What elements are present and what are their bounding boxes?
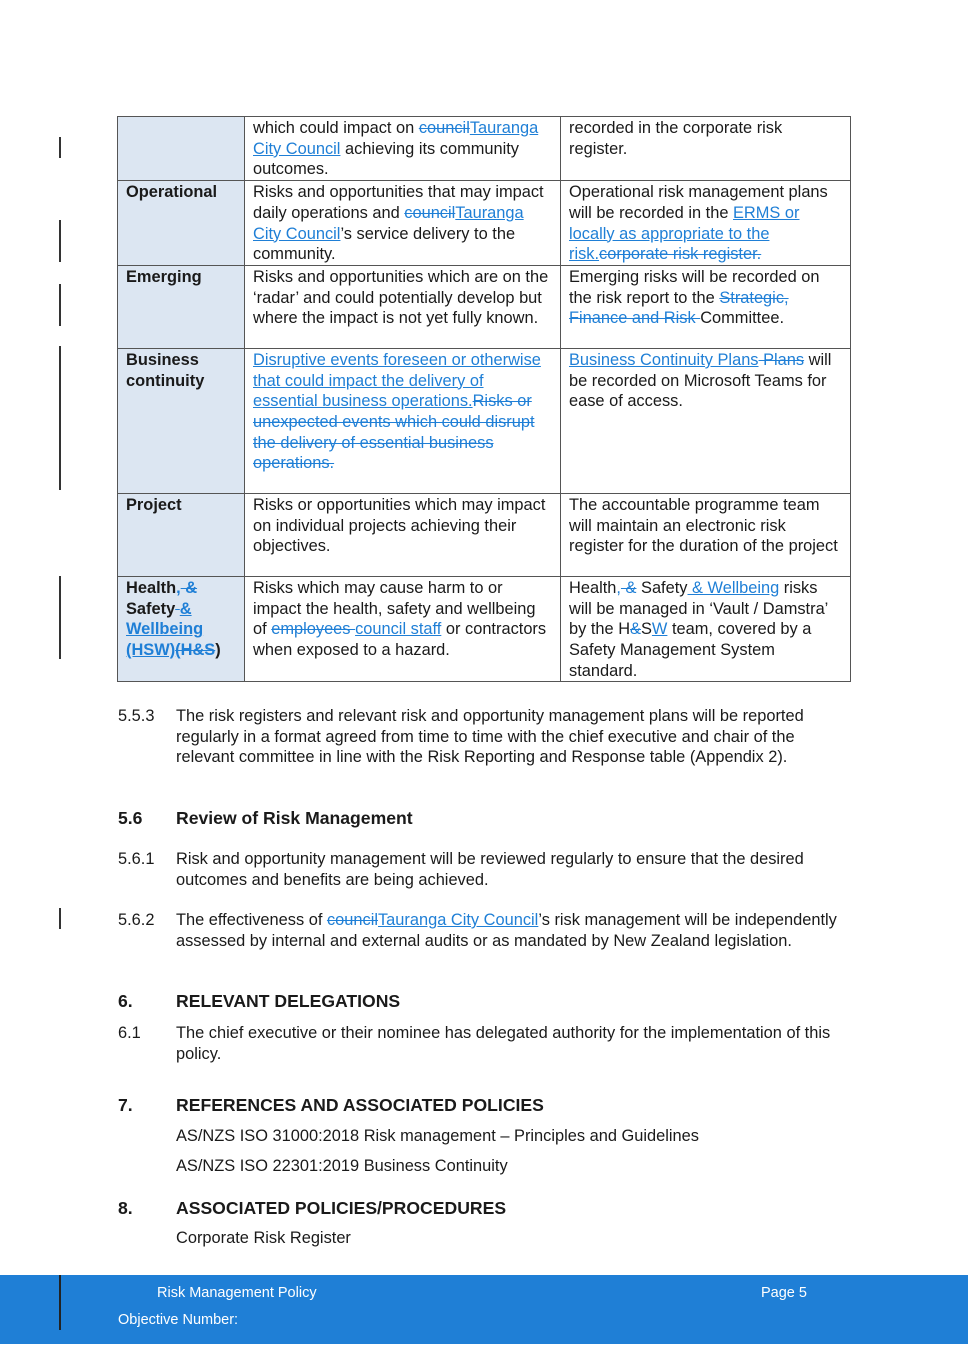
footer-objective-number: Objective Number:	[118, 1312, 239, 1328]
clause-text: The risk registers and relevant risk and opportunity management plans will be reported regularly in a format agreed from time to time with the chief executive and chair of the relevant committee in line with the Risk Reporting and Response table (Appendix 2).	[176, 707, 804, 767]
category-cell: Operational	[118, 181, 245, 266]
description-cell: Risks which may cause harm to or impact the health, safety and wellbeing of employees council staff or contractors when exposed to a hazard.	[245, 576, 561, 682]
section-heading-8	[118, 1198, 838, 1219]
clause-number: 5.6.2	[118, 911, 155, 929]
clause-5-6-1	[118, 849, 838, 890]
description-cell: Risks and opportunities that may impact daily operations and councilTauranga City Council’s service delivery to the community.	[245, 181, 561, 266]
change-bar	[59, 137, 61, 158]
description-cell: which could impact on councilTauranga City Council achieving its community outcomes.	[245, 117, 561, 181]
clause-5-6-2	[118, 910, 838, 951]
category-cell: Project	[118, 493, 245, 576]
management-cell: The accountable programme team will maintain an electronic risk register for the duration of the project	[561, 493, 851, 576]
section-heading-7	[118, 1095, 838, 1116]
table-row	[118, 576, 851, 682]
risk-category-table	[117, 116, 851, 682]
category-cell: Business continuity	[118, 348, 245, 493]
clause-number: 5.6.1	[118, 850, 155, 868]
category-cell	[118, 117, 245, 181]
heading-text: REFERENCES AND ASSOCIATED POLICIES	[176, 1095, 544, 1115]
change-bar	[59, 220, 61, 262]
heading-text: ASSOCIATED POLICIES/PROCEDURES	[176, 1198, 507, 1218]
description-cell: Disruptive events foreseen or otherwise that could impact the delivery of essential business operations.Risks or unexpected events which could disrupt the delivery of essential business operations.	[245, 348, 561, 493]
management-cell: Operational risk management plans will be recorded in the ERMS or locally as appropriate to the risk.corporate risk register.	[561, 181, 851, 266]
heading-number: 7.	[118, 1095, 133, 1115]
description-cell: Risks and opportunities which are on the ‘radar’ and could potentially develop but where the impact is not yet fully known.	[245, 265, 561, 348]
heading-text: RELEVANT DELEGATIONS	[176, 991, 401, 1011]
management-cell: Business Continuity Plans Plans will be recorded on Microsoft Teams for ease of access.	[561, 348, 851, 493]
change-bar	[59, 1275, 61, 1330]
heading-number: 5.6	[118, 808, 143, 828]
clause-text: The chief executive or their nominee has delegated authority for the implementation of this policy.	[176, 1024, 831, 1063]
section-heading-6	[118, 991, 838, 1012]
change-bar	[59, 576, 61, 659]
description-cell: Risks or opportunities which may impact on individual projects achieving their objectives.	[245, 493, 561, 576]
heading-text: Review of Risk Management	[176, 808, 413, 828]
heading-number: 8.	[118, 1198, 133, 1218]
management-cell: Emerging risks will be recorded on the risk report to the Strategic, Finance and Risk Committee.	[561, 265, 851, 348]
change-bar	[59, 284, 61, 326]
clause-number: 6.1	[118, 1024, 141, 1042]
heading-number: 6.	[118, 991, 133, 1011]
clause-text: The effectiveness of councilTauranga City Council’s risk management will be independently assessed by internal and external audits or as mandated by New Zealand legislation.	[176, 911, 837, 950]
table-row	[118, 181, 851, 266]
table-row	[118, 117, 851, 181]
associated-procedure-item: Corporate Risk Register	[176, 1229, 351, 1247]
table-row	[118, 493, 851, 576]
category-cell: Emerging	[118, 265, 245, 348]
management-cell: recorded in the corporate risk register.	[561, 117, 851, 181]
table-row	[118, 265, 851, 348]
reference-item: AS/NZS ISO 22301:2019 Business Continuity	[176, 1157, 508, 1175]
reference-item: AS/NZS ISO 31000:2018 Risk management – Principles and Guidelines	[176, 1127, 699, 1145]
clause-6-1	[118, 1023, 843, 1064]
footer-document-title: Risk Management Policy	[157, 1285, 317, 1301]
change-bar	[59, 346, 61, 490]
clause-text: Risk and opportunity management will be reviewed regularly to ensure that the desired outcomes and benefits are being achieved.	[176, 850, 804, 889]
section-heading-5-6	[118, 808, 838, 829]
clause-5-5-3	[118, 706, 838, 768]
category-cell: Health, & Safety & Wellbeing (HSW)(H&S)	[118, 576, 245, 682]
table-row	[118, 348, 851, 493]
clause-number: 5.5.3	[118, 707, 155, 725]
change-bar	[59, 908, 61, 929]
management-cell: Health, & Safety & Wellbeing risks will be managed in ‘Vault / Damstra’ by the H&SW team, covered by a Safety Management System standard.	[561, 576, 851, 682]
page-footer	[0, 1275, 968, 1344]
footer-page-number: Page 5	[761, 1285, 807, 1301]
